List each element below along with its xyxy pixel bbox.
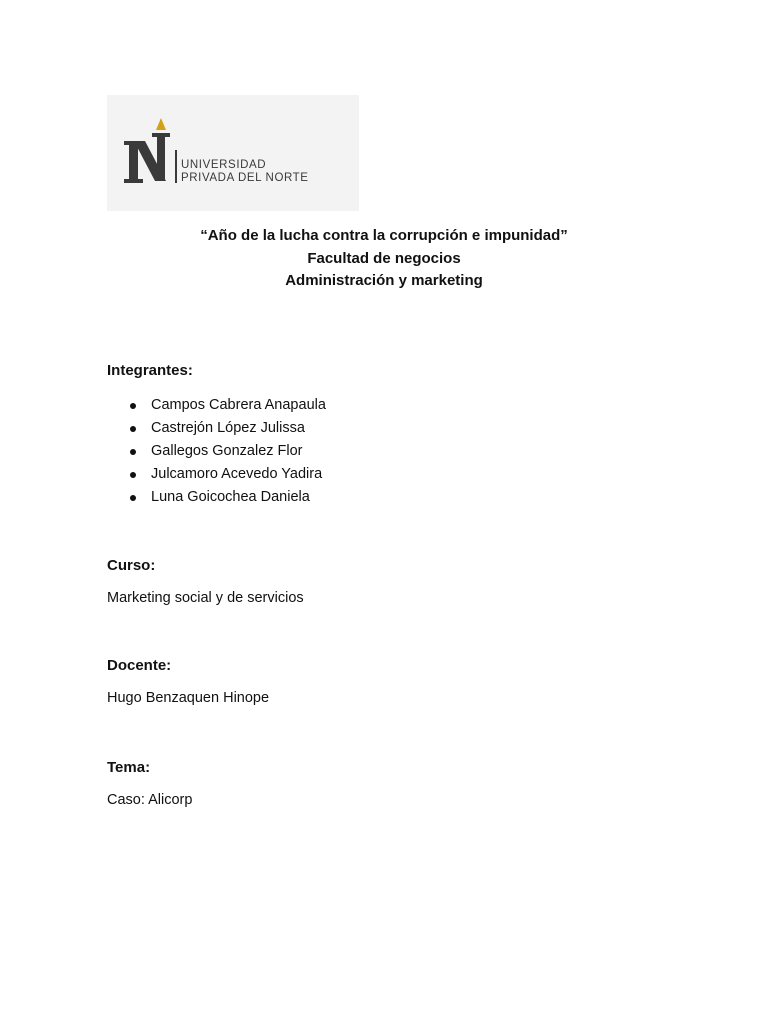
career-heading: Administración y marketing: [285, 272, 483, 289]
course-label: Curso:: [107, 557, 156, 574]
members-list: [107, 395, 326, 510]
motto-heading: “Año de la lucha contra la corrupción e impunidad”: [200, 227, 568, 244]
member-name: Luna Goicochea Daniela: [151, 489, 310, 505]
list-item: [107, 395, 326, 418]
upn-n-icon: [107, 95, 359, 211]
bullet-icon: [130, 495, 136, 501]
teacher-label: Docente:: [107, 657, 172, 674]
course-value: Marketing social y de servicios: [107, 590, 304, 606]
logo-line-2: PRIVADA DEL NORTE: [181, 172, 309, 184]
member-name: Julcamoro Acevedo Yadira: [151, 466, 323, 482]
member-name: Castrejón López Julissa: [151, 420, 305, 436]
list-item: [107, 418, 326, 441]
topic-label: Tema:: [107, 759, 151, 776]
topic-value: Caso: Alicorp: [107, 792, 193, 808]
member-name: Campos Cabrera Anapaula: [151, 397, 326, 413]
member-name: Gallegos Gonzalez Flor: [151, 443, 303, 459]
bullet-icon: [130, 449, 136, 455]
faculty-heading: Facultad de negocios: [307, 250, 461, 267]
bullet-icon: [130, 472, 136, 478]
list-item: [107, 441, 326, 464]
logo-wordmark: [181, 159, 309, 185]
bullet-icon: [130, 426, 136, 432]
logo-line-1: UNIVERSIDAD: [181, 159, 267, 171]
bullet-icon: [130, 403, 136, 409]
list-item: [107, 464, 326, 487]
list-item: [107, 487, 326, 510]
members-label: Integrantes:: [107, 362, 193, 379]
teacher-value: Hugo Benzaquen Hinope: [107, 690, 270, 706]
university-logo: [107, 95, 359, 211]
